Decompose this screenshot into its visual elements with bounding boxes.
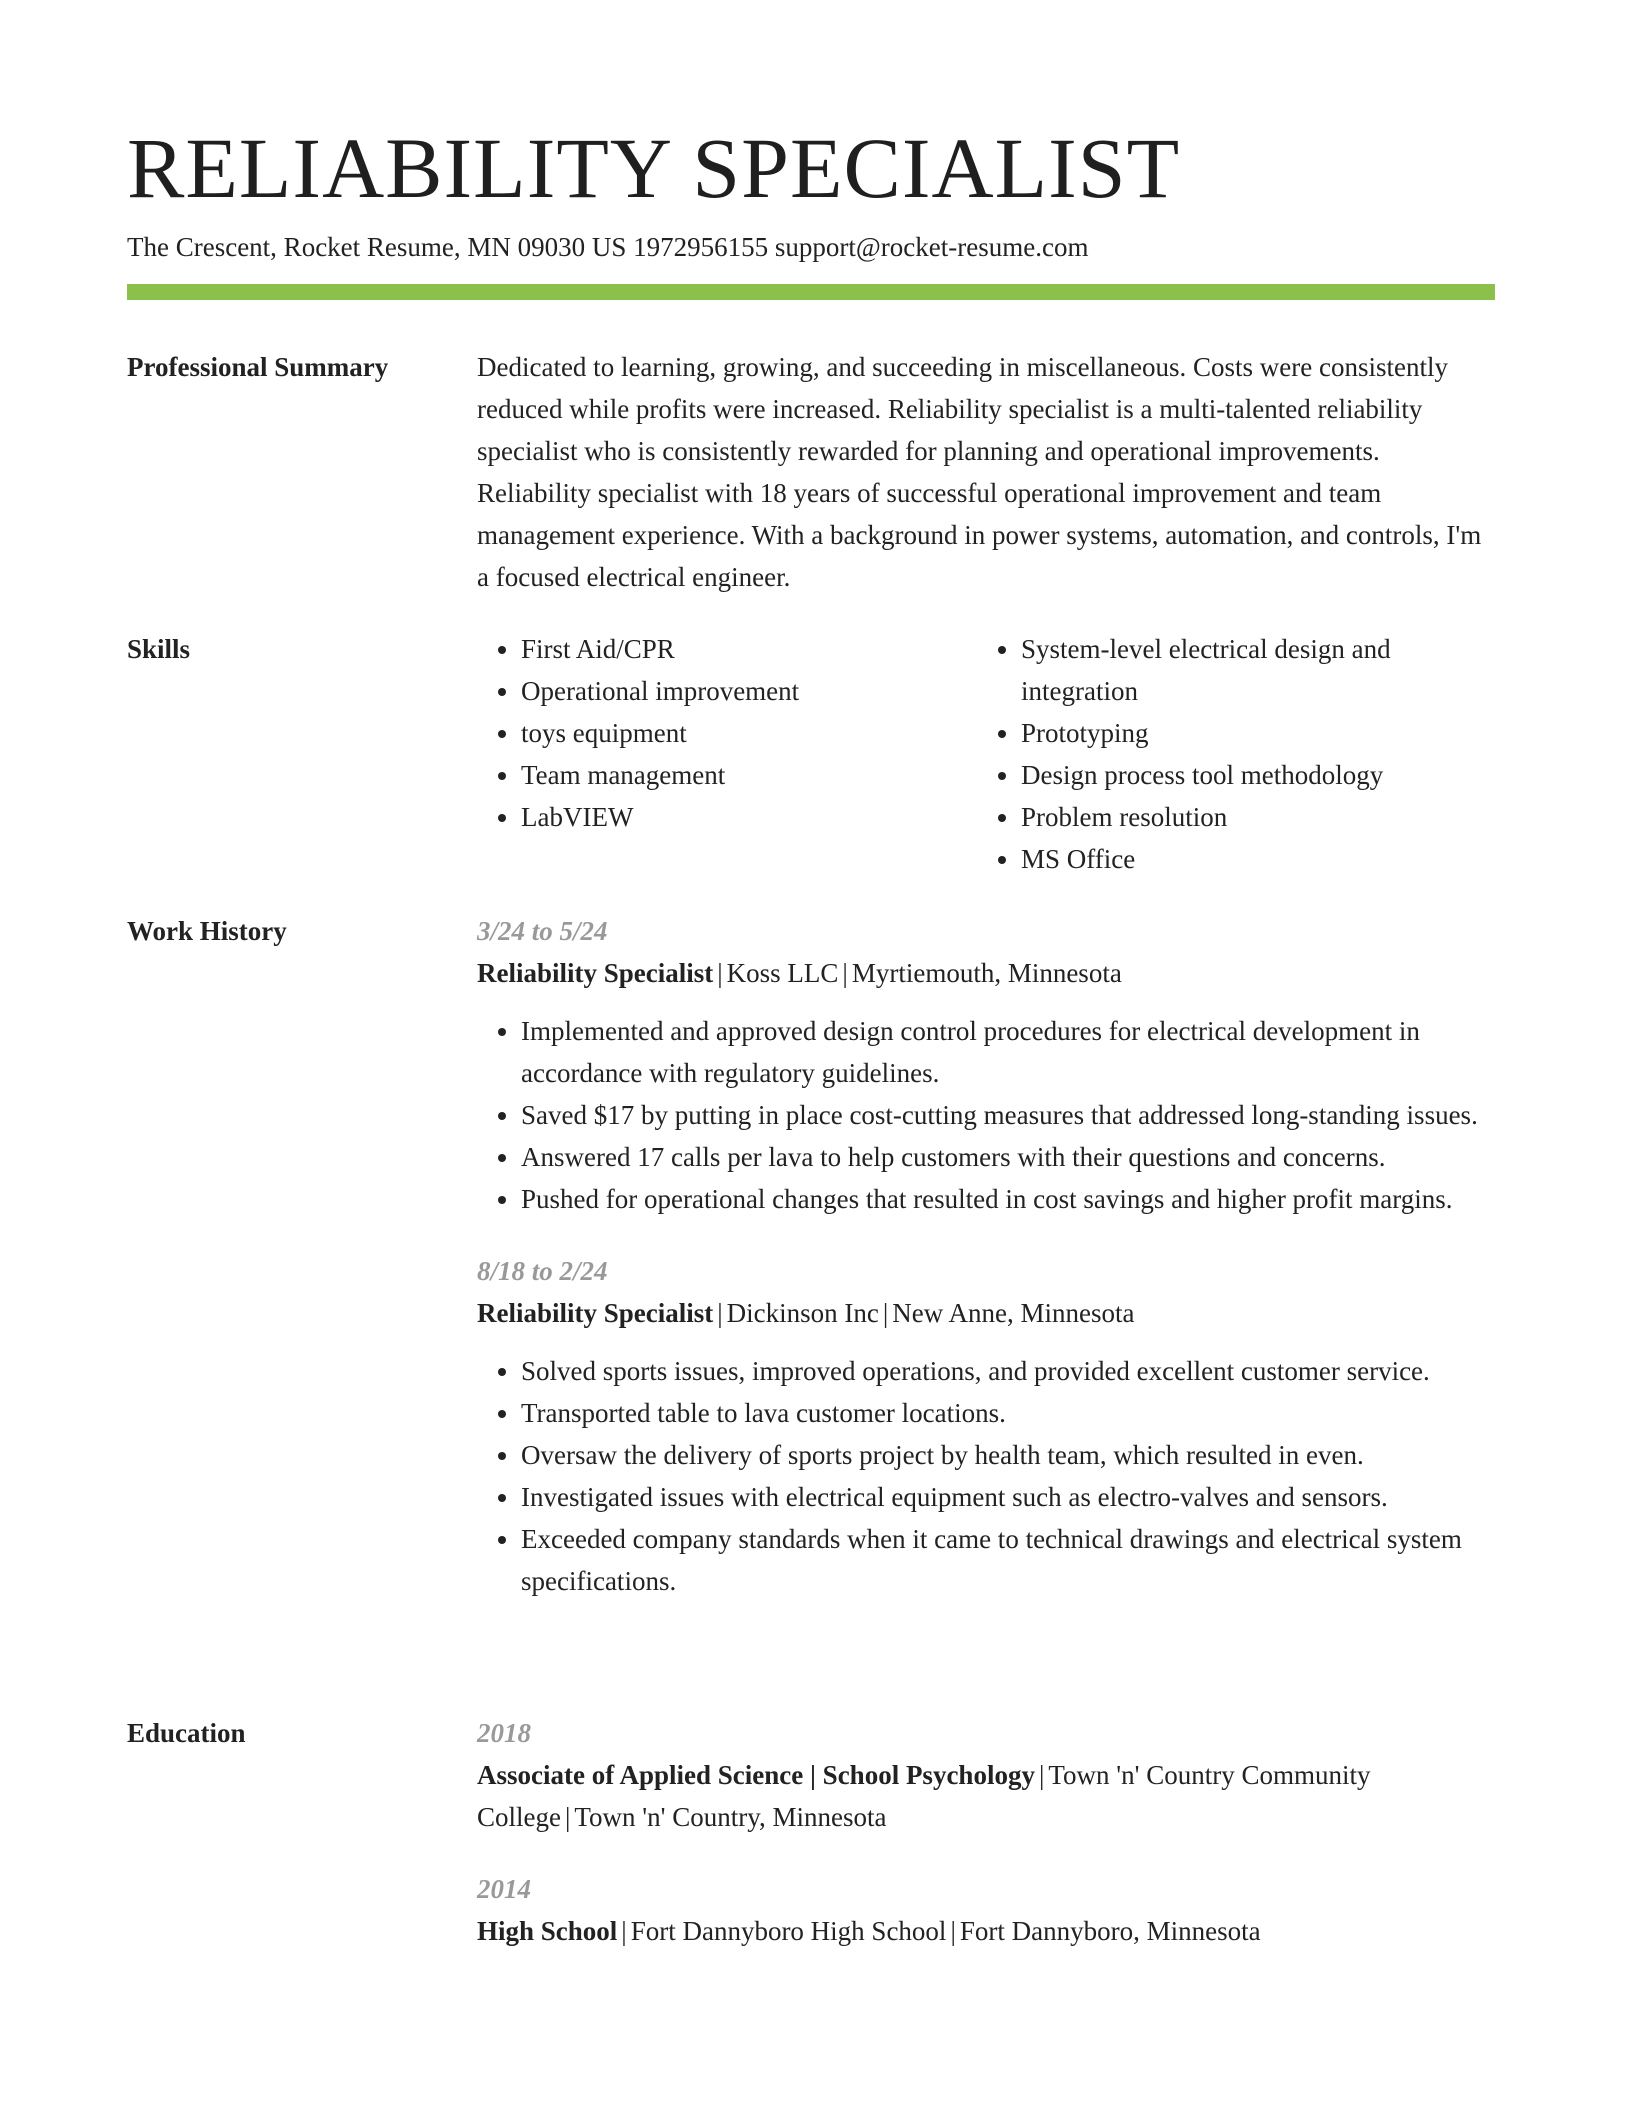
education-year: 2014: [477, 1874, 531, 1904]
education-school: Fort Dannyboro High School: [630, 1916, 947, 1946]
job-title: Reliability Specialist: [477, 958, 714, 988]
skill-item: • toys equipment: [521, 712, 977, 754]
job-bullet: • Pushed for operational changes that resulted in cost savings and higher profit margins.: [521, 1178, 1495, 1220]
education-details: Associate of Applied Science | School Psychology | Town 'n' Country Community College | Town 'n' Country, Minnesota: [477, 1760, 1371, 1832]
contact-line: The Crescent, Rocket Resume, MN 09030 US 1972956155 support@rocket-resume.com: [127, 232, 1089, 262]
skills-heading: Skills: [127, 634, 191, 664]
skill-item: • Design process tool methodology: [1021, 754, 1495, 796]
education-entry: [477, 1868, 1495, 1952]
education-details: High School | Fort Dannyboro High School | Fort Dannyboro, Minnesota: [477, 1916, 1261, 1946]
summary-heading: Professional Summary: [127, 352, 389, 382]
skill-item: • Operational improvement: [521, 670, 977, 712]
education-year: 2018: [477, 1718, 531, 1748]
job-bullet: • Answered 17 calls per lava to help customers with their questions and concerns.: [521, 1136, 1495, 1178]
job-bullets: [477, 1350, 1495, 1602]
summary-text: Dedicated to learning, growing, and succeeding in miscellaneous. Costs were consistently reduced while profits were increased. Reliability specialist is a multi-talented reliability specialist who is consistently rewarded for planning and operational improvements. Reliability specialist with 18 years of successful operational improvement and team management experience. With a background in power systems, automation, and controls, I'm a focused electrical engineer.: [477, 352, 1482, 592]
education-location: Fort Dannyboro, Minnesota: [959, 1916, 1261, 1946]
job-heading: Reliability Specialist | Koss LLC | Myrtiemouth, Minnesota: [477, 958, 1122, 988]
skill-item: • Team management: [521, 754, 977, 796]
skill-item: • LabVIEW: [521, 796, 977, 838]
skill-item: • Problem resolution: [1021, 796, 1495, 838]
job-bullets: [477, 1010, 1495, 1220]
job-bullet: • Saved $17 by putting in place cost-cutting measures that addressed long-standing issues.: [521, 1094, 1495, 1136]
skill-item: • First Aid/CPR: [521, 628, 977, 670]
education-degree: High School: [477, 1916, 618, 1946]
job-bullet: • Exceeded company standards when it came to technical drawings and electrical system specifications.: [521, 1518, 1495, 1602]
skill-item: • System-level electrical design and integration: [1021, 628, 1495, 712]
job-company: Koss LLC: [726, 958, 839, 988]
work-history-heading: Work History: [127, 916, 287, 946]
job-heading: Reliability Specialist | Dickinson Inc | New Anne, Minnesota: [477, 1298, 1135, 1328]
job-location: New Anne, Minnesota: [892, 1298, 1135, 1328]
job-entry: [477, 910, 1495, 1220]
skill-item: • MS Office: [1021, 838, 1495, 880]
skills-list-right: [977, 628, 1495, 880]
education-degree: Associate of Applied Science | School Psychology: [477, 1760, 1035, 1790]
education-location: Town 'n' Country, Minnesota: [574, 1802, 887, 1832]
job-location: Myrtiemouth, Minnesota: [851, 958, 1122, 988]
job-company: Dickinson Inc: [726, 1298, 879, 1328]
job-dates: 3/24 to 5/24: [477, 916, 608, 946]
job-bullet: • Oversaw the delivery of sports project by health team, which resulted in even.: [521, 1434, 1495, 1476]
job-dates: 8/18 to 2/24: [477, 1256, 608, 1286]
education-heading: Education: [127, 1718, 246, 1748]
job-bullet: • Transported table to lava customer locations.: [521, 1392, 1495, 1434]
header-divider: [127, 284, 1495, 300]
education-entry: [477, 1712, 1495, 1838]
candidate-name: RELIABILITY SPECIALIST: [127, 120, 1181, 216]
job-bullet: • Solved sports issues, improved operations, and provided excellent customer service.: [521, 1350, 1495, 1392]
skill-item: • Prototyping: [1021, 712, 1495, 754]
job-bullet: • Implemented and approved design control procedures for electrical development in accordance with regulatory guidelines.: [521, 1010, 1495, 1094]
job-entry: [477, 1250, 1495, 1602]
education-school: Town 'n' Country Community College: [477, 1760, 1371, 1832]
skills-list-left: [477, 628, 977, 880]
job-title: Reliability Specialist: [477, 1298, 714, 1328]
job-bullet: • Investigated issues with electrical equipment such as electro-valves and sensors.: [521, 1476, 1495, 1518]
